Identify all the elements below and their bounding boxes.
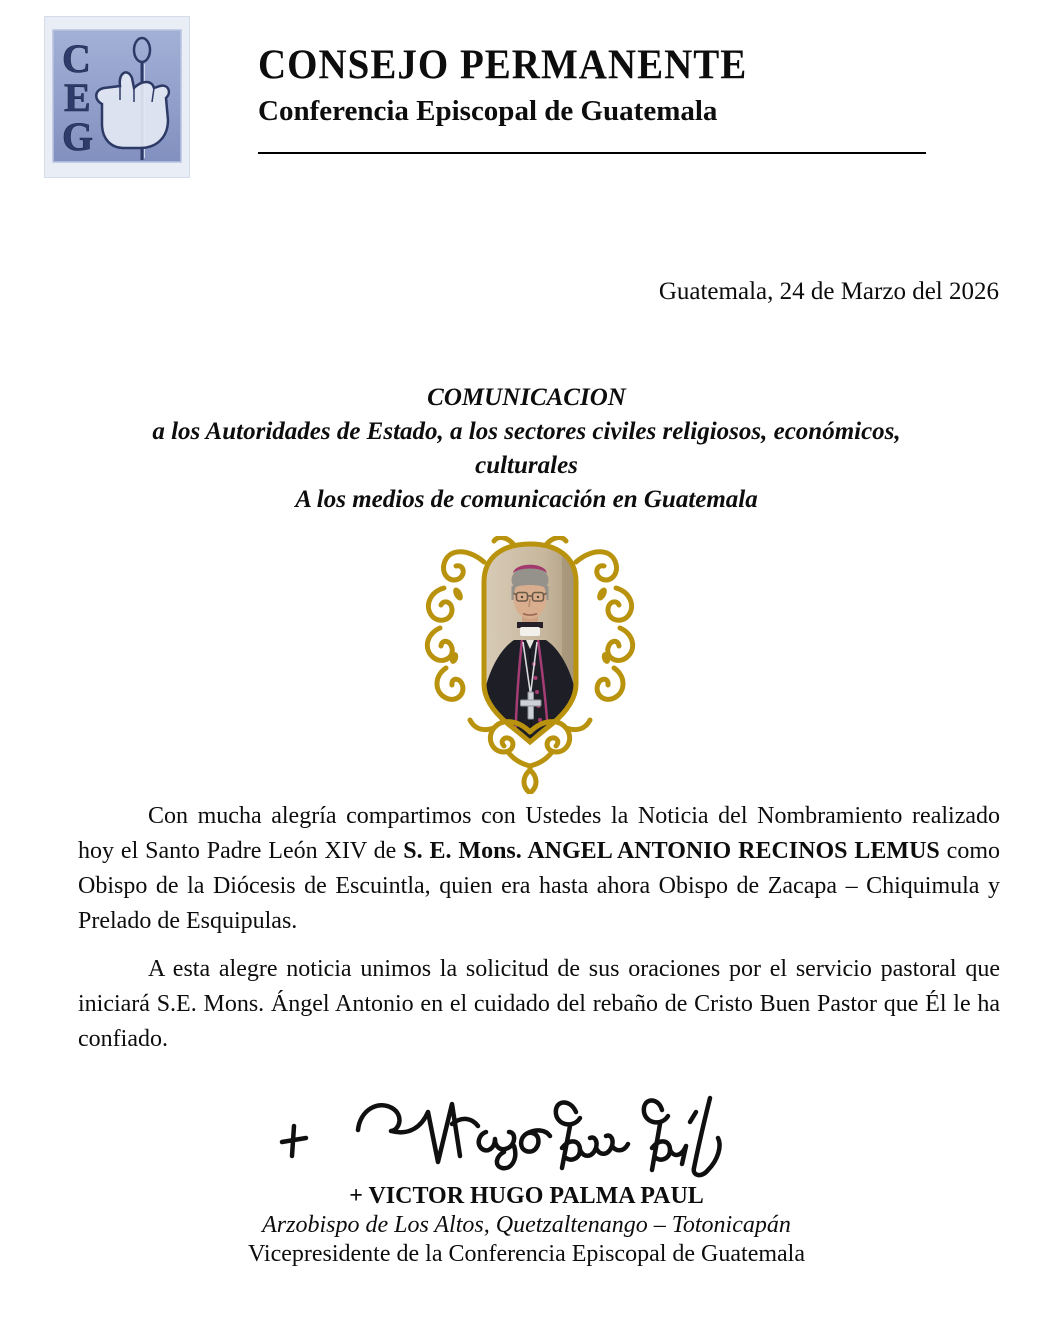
signature-image: [258, 1076, 806, 1180]
paragraph-prayer-request: A esta alegre noticia unimos la solicitud de sus oraciones por el servicio pastoral que iniciará S.E. Mons. Ángel Antonio en el cuidado del rebaño de Cristo Buen Pastor que Él le ha confiado.: [78, 956, 1000, 1052]
header-rule: [258, 152, 926, 154]
bishop-portrait-image: [410, 536, 650, 794]
logo-letter-g: G: [62, 114, 94, 159]
heading-title: COMUNICACION: [427, 384, 626, 411]
heading-line-audiences: a los Autoridades de Estado, a los sectores civiles religiosos, económicos,: [152, 418, 901, 445]
ceg-logo: [44, 16, 190, 178]
signer-role: Vicepresidente de la Conferencia Episcopal de Guatemala: [248, 1241, 805, 1267]
logo-letter-c: C: [62, 36, 91, 81]
signer-name: + VICTOR HUGO PALMA PAUL: [349, 1183, 704, 1209]
signer-title: Arzobispo de Los Altos, Quetzaltenango – Totonicapán: [262, 1212, 791, 1238]
paragraph-announcement: [78, 799, 1000, 939]
org-subtitle: Conferencia Episcopal de Guatemala: [258, 94, 718, 127]
paragraph-announcement-post: como Obispo de la Diócesis de Escuintla, quien era hasta ahora Obispo de Zacapa – Chiquimula y Prelado de Esquipulas.: [78, 838, 1000, 934]
date-line: Guatemala, 24 de Marzo del 2026: [658, 278, 999, 305]
bishop-name-bold: S. E. Mons. ANGEL ANTONIO RECINOS LEMUS: [403, 838, 940, 864]
bishop-photo: [480, 540, 580, 748]
signature-cross-icon: [282, 1126, 306, 1156]
paragraph-announcement-pre: Con mucha alegría compartimos con Ustedes la Noticia del Nombramiento realizado hoy el Santo Padre León XIV de: [78, 803, 1000, 864]
signer-block: [40, 1182, 1013, 1269]
logo-letter-e: E: [64, 75, 91, 120]
letterhead: [258, 41, 938, 154]
ceg-emblem-icon: [44, 16, 190, 178]
heading-line-culturales: culturales: [475, 452, 578, 479]
communication-heading: [40, 381, 1013, 517]
org-title: CONSEJO PERMANENTE: [258, 41, 748, 89]
bishop-portrait: [410, 536, 650, 794]
heading-line-media: A los medios de comunicación en Guatemala: [295, 486, 758, 513]
letter-body: [78, 799, 1000, 1057]
